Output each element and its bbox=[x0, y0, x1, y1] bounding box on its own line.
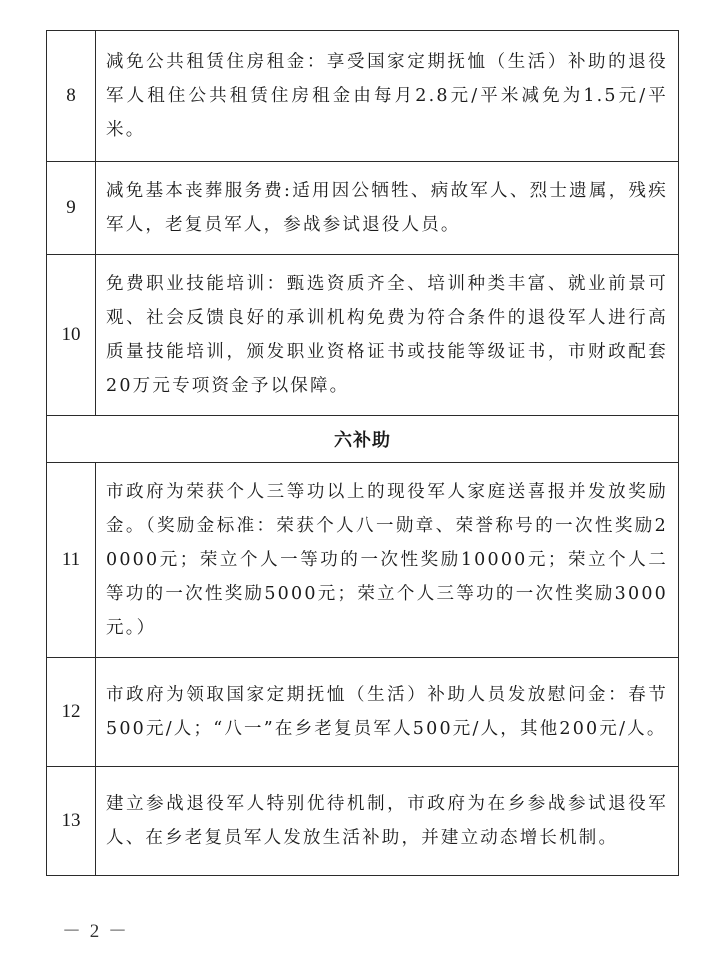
row-number: 11 bbox=[47, 463, 96, 658]
row-content: 建立参战退役军人特别优待机制，市政府为在乡参战参试退役军人、在乡老复员军人发放生活补助，并建立动态增长机制。 bbox=[96, 767, 679, 876]
table-row bbox=[47, 162, 679, 255]
row-content: 减免公共租赁住房租金：享受国家定期抚恤（生活）补助的退役军人租住公共租赁住房租金由每月2.8元/平米减免为1.5元/平米。 bbox=[96, 31, 679, 162]
row-number: 12 bbox=[47, 658, 96, 767]
section-header-row bbox=[47, 416, 679, 463]
row-number: 10 bbox=[47, 255, 96, 416]
section-title: 六补助 bbox=[47, 416, 679, 463]
row-number: 8 bbox=[47, 31, 96, 162]
row-content: 市政府为领取国家定期抚恤（生活）补助人员发放慰问金：春节500元/人；“八一”在乡老复员军人500元/人，其他200元/人。 bbox=[96, 658, 679, 767]
row-number: 13 bbox=[47, 767, 96, 876]
table-row bbox=[47, 767, 679, 876]
table-row bbox=[47, 658, 679, 767]
table-row bbox=[47, 31, 679, 162]
row-content: 减免基本丧葬服务费:适用因公牺牲、病故军人、烈士遗属，残疾军人，老复员军人，参战参试退役人员。 bbox=[96, 162, 679, 255]
table-row bbox=[47, 463, 679, 658]
row-content: 市政府为荣获个人三等功以上的现役军人家庭送喜报并发放奖励金。（奖励金标准：荣获个人八一勋章、荣誉称号的一次性奖励20000元；荣立个人一等功的一次性奖励10000元；荣立个人二等功的一次性奖励5000元；荣立个人三等功的一次性奖励3000元。） bbox=[96, 463, 679, 658]
row-content: 免费职业技能培训：甄选资质齐全、培训种类丰富、就业前景可观、社会反馈良好的承训机构免费为符合条件的退役军人进行高质量技能培训，颁发职业资格证书或技能等级证书，市财政配套20万元专项资金予以保障。 bbox=[96, 255, 679, 416]
table-row bbox=[47, 255, 679, 416]
benefits-table bbox=[46, 30, 679, 876]
row-number: 9 bbox=[47, 162, 96, 255]
page-number: － 2 － bbox=[62, 921, 130, 942]
